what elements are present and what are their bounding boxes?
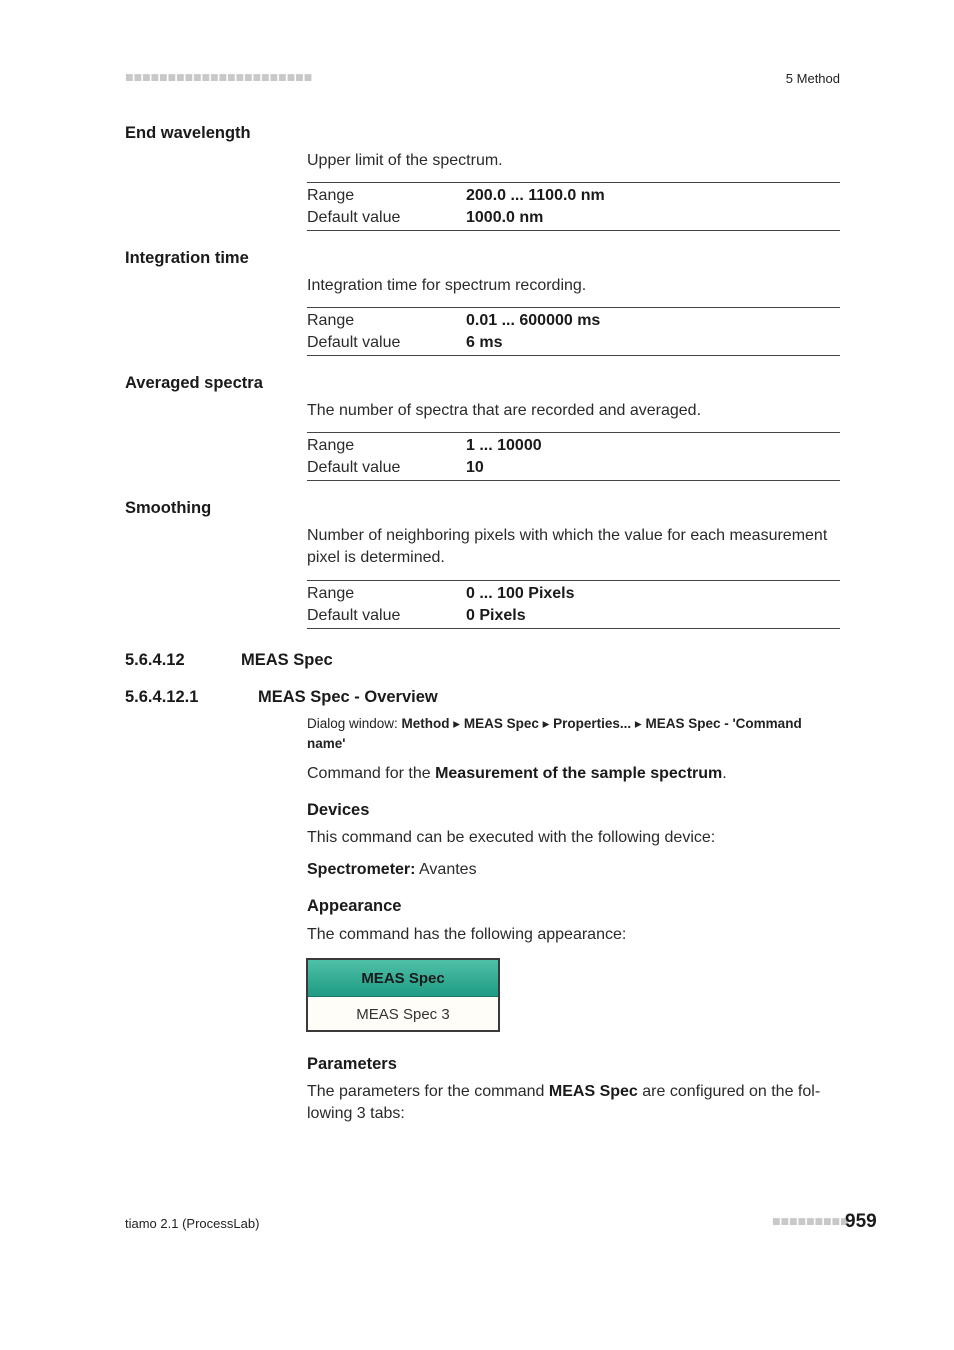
command-intro-suffix: . [722, 765, 727, 782]
range-value: 1 ... 10000 [466, 437, 542, 454]
appearance-heading: Appearance [307, 897, 402, 915]
range-value: 0 ... 100 Pixels [466, 585, 575, 602]
param-row-range [307, 435, 840, 457]
command-appearance-box [306, 958, 500, 1032]
param-title-end-wavelength: End wavelength [125, 124, 251, 142]
param-description: Upper limit of the spectrum. [307, 152, 503, 169]
dialog-path-properties: Properties... [553, 716, 632, 731]
parameters-bold: MEAS Spec [548, 1083, 638, 1100]
path-separator: ▸ [538, 716, 554, 731]
param-table [307, 307, 840, 356]
param-table [307, 182, 840, 231]
param-row-default [307, 207, 840, 229]
subsection-number: 5.6.4.12.1 [125, 688, 199, 706]
dialog-path-command-name: MEAS Spec - 'Command name' [307, 716, 802, 751]
range-label: Range [307, 312, 355, 329]
command-box-name: MEAS Spec 3 [356, 1005, 450, 1023]
param-title-smoothing: Smoothing [125, 499, 212, 517]
param-row-default [307, 332, 840, 354]
path-separator: ▸ [631, 716, 646, 731]
param-table [307, 432, 840, 481]
default-label: Default value [307, 209, 401, 226]
param-description: The number of spectra that are recorded and averaged. [307, 402, 702, 419]
range-value: 200.0 ... 1100.0 nm [466, 187, 605, 204]
parameters-prefix: The parameters for the command [307, 1083, 549, 1100]
command-intro-prefix: Command for the [307, 765, 436, 782]
default-value: 6 ms [466, 334, 503, 351]
param-description: Number of neighboring pixels with which the value for each measurement pixel is determined. [307, 527, 828, 566]
parameters-text [307, 1081, 840, 1125]
dialog-path-prefix: Dialog window: [307, 716, 402, 731]
dialog-path-method: Method [401, 716, 450, 731]
chapter-label: 5 Method [785, 71, 840, 86]
range-label: Range [307, 585, 355, 602]
param-description: Integration time for spectrum recording. [307, 277, 587, 294]
default-label: Default value [307, 334, 401, 351]
range-label: Range [307, 437, 355, 454]
range-value: 0.01 ... 600000 ms [466, 312, 601, 329]
dialog-window-path [307, 714, 840, 754]
range-label: Range [307, 187, 355, 204]
param-row-range [307, 310, 840, 332]
device-label: Spectrometer: [307, 861, 416, 878]
default-value: 0 Pixels [466, 607, 526, 624]
parameters-heading: Parameters [307, 1055, 397, 1073]
parameters-suffix: are configured on the fol-lowing 3 tabs: [307, 1083, 821, 1122]
device-entry [307, 859, 840, 881]
section-title: MEAS Spec [241, 651, 333, 669]
param-row-range [307, 583, 840, 605]
path-separator: ▸ [449, 716, 464, 731]
section-number: 5.6.4.12 [125, 651, 185, 669]
footer-decoration: ■■■■■■■■■ [772, 1217, 849, 1227]
default-value: 10 [466, 459, 484, 476]
footer-product: tiamo 2.1 (ProcessLab) [125, 1216, 260, 1231]
command-intro-bold: Measurement of the sample spectrum [435, 765, 723, 782]
param-row-default [307, 605, 840, 627]
devices-heading: Devices [307, 801, 370, 819]
param-row-default [307, 457, 840, 479]
device-value: Avantes [415, 861, 477, 878]
command-intro [307, 763, 840, 785]
param-table [307, 580, 840, 629]
page-number: 959 [845, 1211, 877, 1232]
param-title-integration-time: Integration time [125, 249, 249, 267]
subsection-title: MEAS Spec - Overview [258, 688, 438, 706]
dialog-path-meas-spec: MEAS Spec [463, 716, 539, 731]
header-decoration: ■■■■■■■■■■■■■■■■■■■■■■ [125, 73, 313, 83]
devices-text: This command can be executed with the following device: [307, 829, 716, 846]
param-row-range [307, 185, 840, 207]
default-value: 1000.0 nm [466, 209, 544, 226]
appearance-text: The command has the following appearance: [307, 926, 627, 943]
default-label: Default value [307, 607, 401, 624]
param-title-averaged-spectra: Averaged spectra [125, 374, 263, 392]
default-label: Default value [307, 459, 401, 476]
command-box-title: MEAS Spec [308, 960, 498, 997]
